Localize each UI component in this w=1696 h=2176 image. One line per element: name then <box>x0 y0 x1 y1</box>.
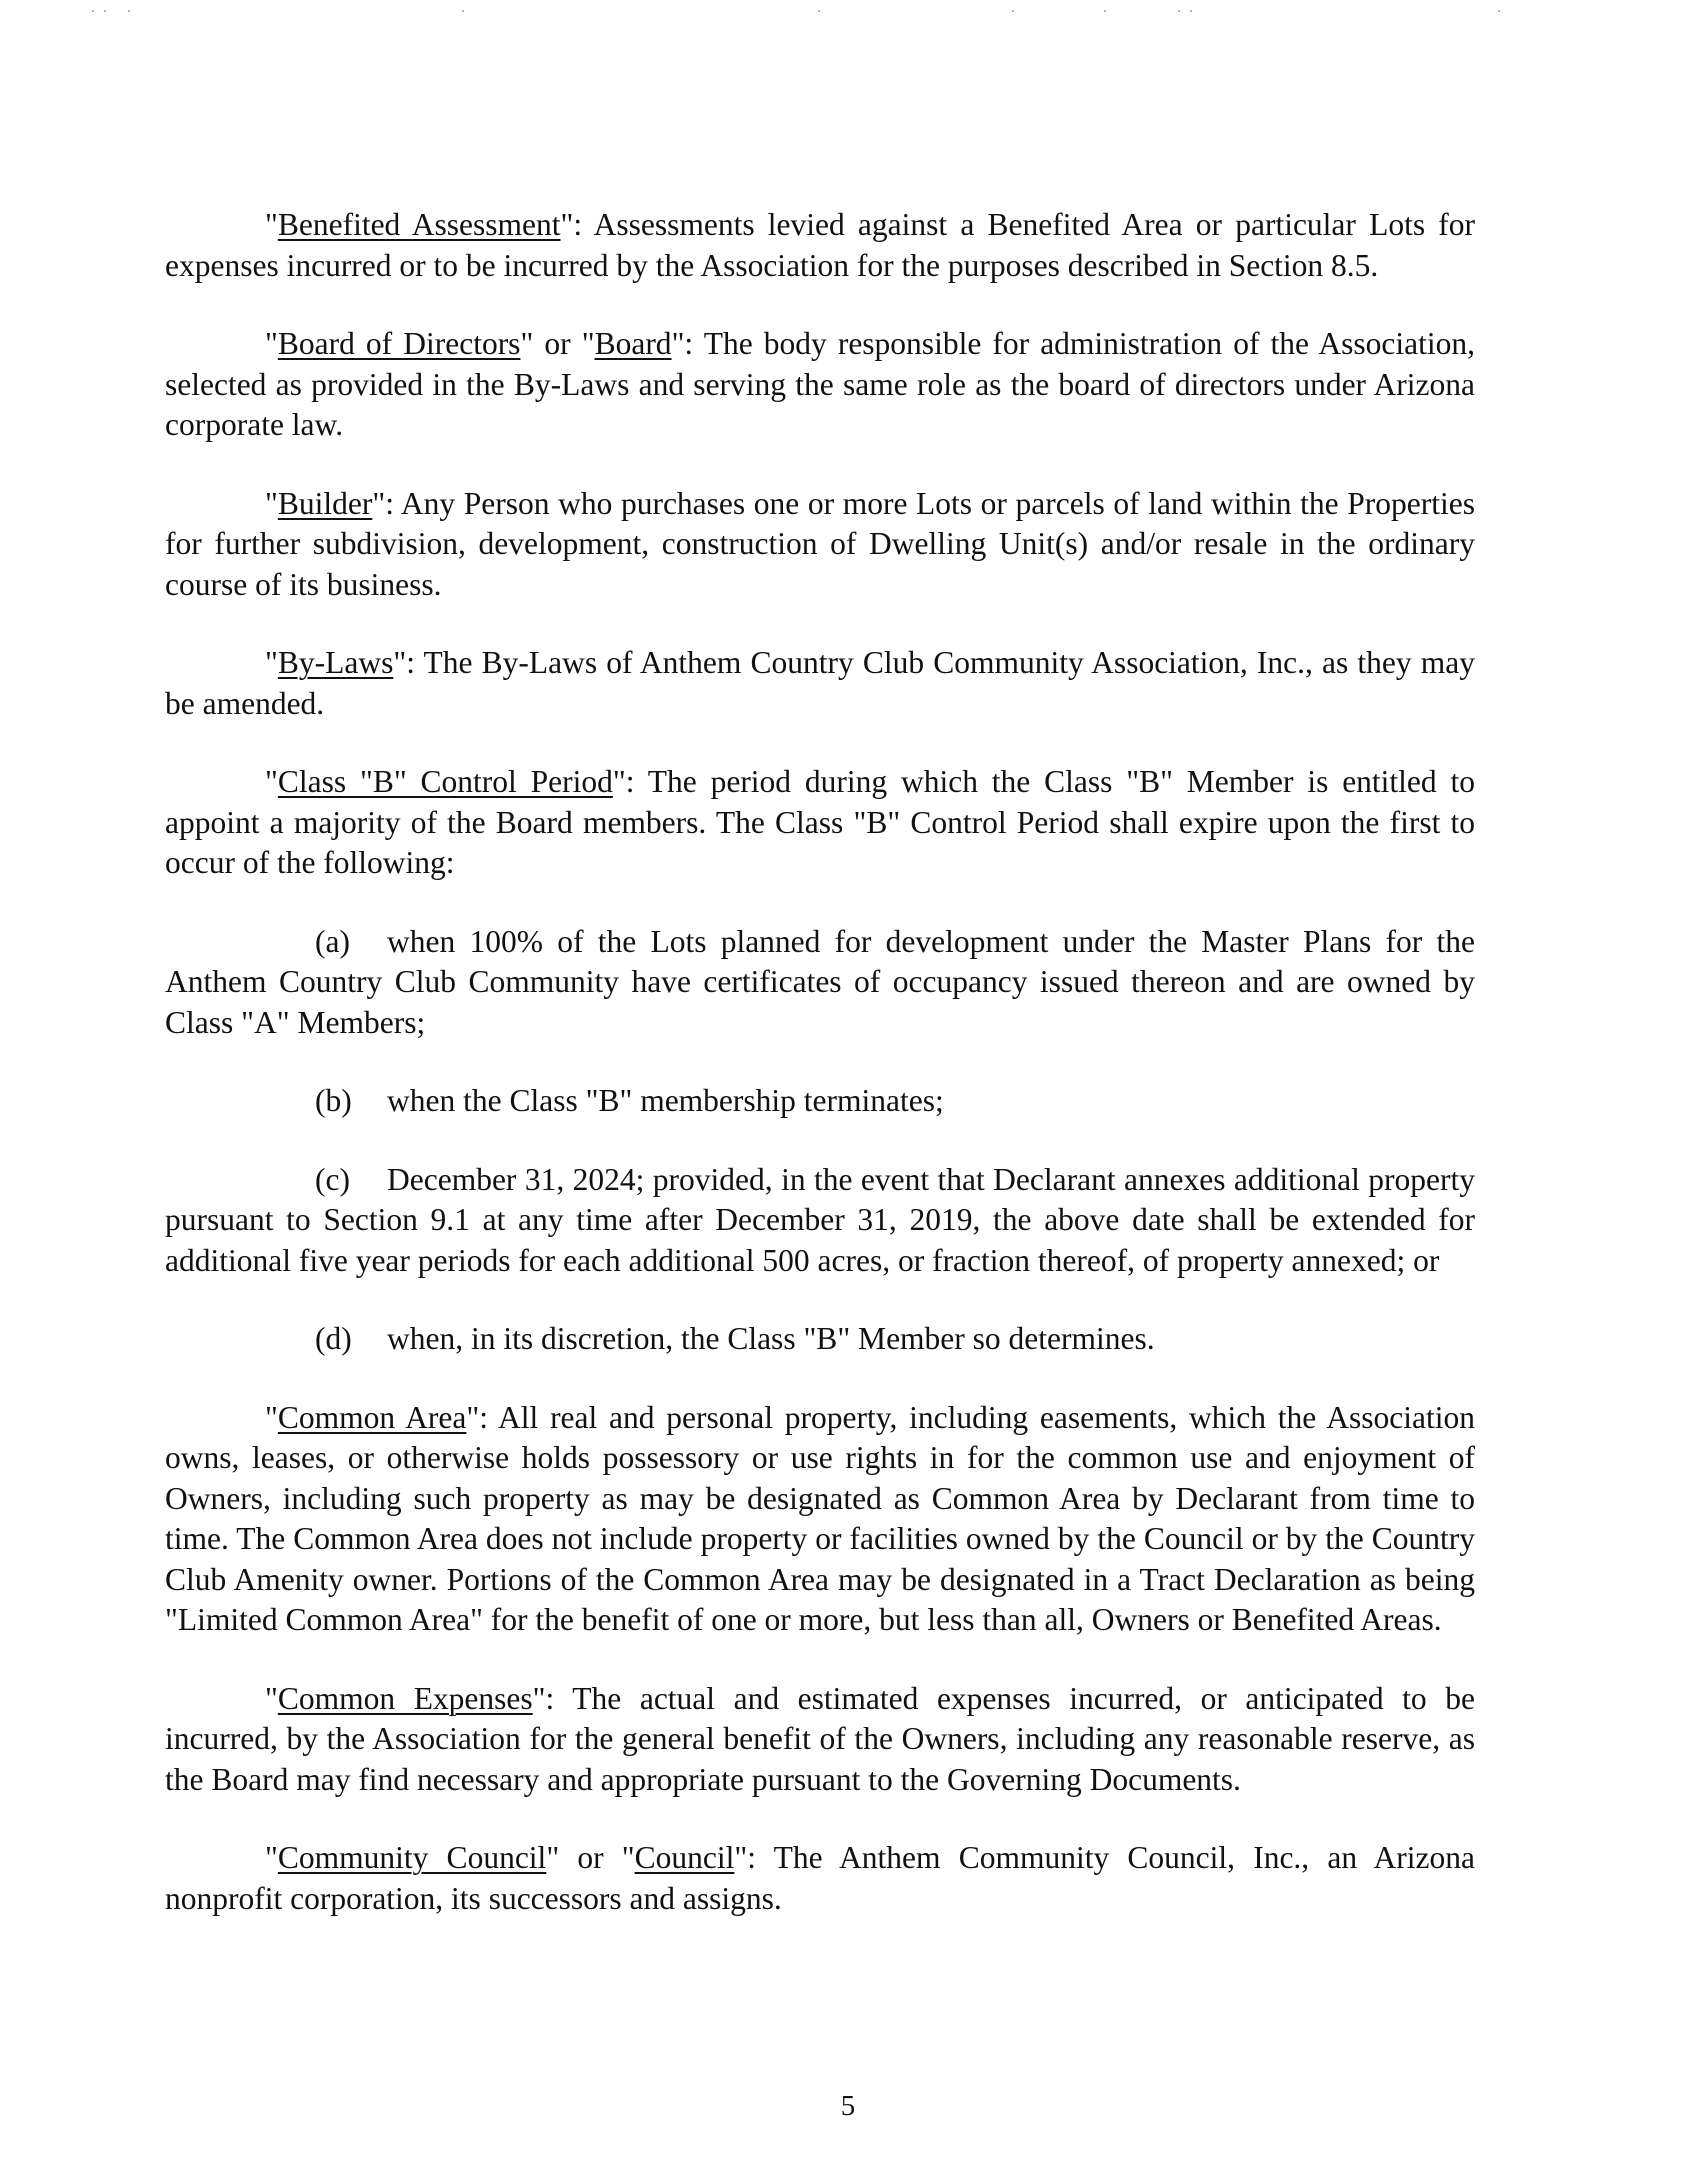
definition-class-b-control-period <box>165 762 1475 884</box>
item-text: when 100% of the Lots planned for development under the Master Plans for the Anthem Country Club Community have certificates of occupancy issued thereon and are owned by Class "A" Members; <box>165 923 1475 1040</box>
defined-term: Community Council <box>277 1840 547 1875</box>
quote-close: ": <box>671 326 694 361</box>
page-number: 5 <box>840 2090 856 2122</box>
defined-term: Builder <box>277 485 373 521</box>
quote-close: ": <box>734 1840 757 1875</box>
quote-open: " <box>265 1680 278 1716</box>
quote-close: ": <box>393 645 415 680</box>
definition-by-laws <box>165 643 1475 724</box>
quote-close: ": <box>532 1680 555 1716</box>
item-marker: (a) <box>315 923 350 959</box>
definitions-body <box>165 205 1475 1957</box>
definition-common-expenses <box>165 1679 1475 1801</box>
defined-term-alias: Board <box>594 326 672 361</box>
quote-close: ": <box>466 1399 488 1435</box>
quote-close: ": <box>612 764 635 799</box>
quote-open: " <box>265 1399 278 1435</box>
quote-or: " or " <box>520 326 595 361</box>
quote-open: " <box>265 764 278 799</box>
defined-term: Common Expenses <box>277 1680 533 1716</box>
defined-term: Benefited Assessment <box>277 207 561 242</box>
definition-text: The Anthem Community Council, Inc., an Arizona nonprofit corporation, its successors and assigns. <box>165 1840 1475 1916</box>
definition-community-council <box>165 1838 1475 1919</box>
definition-text: Any Person who purchases one or more Lots or parcels of land within the Properties for further subdivision, development, construction of Dwelling Unit(s) and/or resale in the ordinary course of its business. <box>165 485 1475 602</box>
control-period-item-b <box>165 1081 1475 1122</box>
defined-term: Common Area <box>277 1399 467 1435</box>
scan-artifact-specks <box>0 10 1696 16</box>
definition-common-area <box>165 1398 1475 1641</box>
definition-text: The body responsible for administration of the Association, selected as provided in the By-Laws and serving the same role as the board of directors under Arizona corporate law. <box>165 326 1475 442</box>
item-text: when the Class "B" membership terminates; <box>387 1083 944 1118</box>
item-marker: (d) <box>315 1321 352 1356</box>
item-marker: (b) <box>315 1083 352 1118</box>
item-marker: (c) <box>315 1161 350 1197</box>
quote-close: ": <box>560 207 583 242</box>
control-period-item-c <box>165 1160 1475 1282</box>
definition-text: All real and personal property, including easements, which the Association owns, leases, or otherwise holds possessory or use rights in for the common use and enjoyment of Owners, including such property as may be designated as Common Area by Declarant from time to time. The Common Area does not include property or facilities owned by the Council or by the Country Club Amenity owner. Portions of the Common Area may be designated in a Tract Declaration as being "Limited Common Area" for the benefit of one or more, but less than all, Owners or Benefited Areas. <box>165 1399 1476 1637</box>
control-period-item-a <box>165 922 1475 1044</box>
definition-text: The By-Laws of Anthem Country Club Community Association, Inc., as they may be amended. <box>165 645 1475 721</box>
definition-text: The actual and estimated expenses incurred, or anticipated to be incurred, by the Association for the general benefit of the Owners, including any reasonable reserve, as the Board may find necessary and appropriate pursuant to the Governing Documents. <box>165 1680 1475 1797</box>
item-text: December 31, 2024; provided, in the event that Declarant annexes additional property pursuant to Section 9.1 at any time after December 31, 2019, the above date shall be extended for additional five year periods for each additional 500 acres, or fraction thereof, of property annexed; or <box>165 1161 1475 1278</box>
defined-term: Class "B" Control Period <box>277 764 613 799</box>
defined-term-alias: Council <box>634 1840 735 1875</box>
definition-benefited-assessment <box>165 205 1475 286</box>
control-period-item-d <box>165 1319 1475 1360</box>
quote-open: " <box>265 485 278 521</box>
item-text: when, in its discretion, the Class "B" Member so determines. <box>387 1321 1155 1356</box>
quote-open: " <box>265 645 278 680</box>
quote-open: " <box>265 1840 278 1875</box>
definition-builder <box>165 484 1475 606</box>
defined-term: By-Laws <box>277 645 394 680</box>
quote-or: " or " <box>546 1840 635 1875</box>
quote-close: ": <box>372 485 394 521</box>
defined-term: Board of Directors <box>277 326 521 361</box>
quote-open: " <box>265 207 278 242</box>
definition-text: The period during which the Class "B" Member is entitled to appoint a majority of the Board members. The Class "B" Control Period shall expire upon the first to occur of the following: <box>165 764 1476 880</box>
definition-board-of-directors <box>165 324 1475 446</box>
definition-text: Assessments levied against a Benefited Area or particular Lots for expenses incurred or to be incurred by the Association for the purposes described in Section 8.5. <box>165 207 1476 283</box>
quote-open: " <box>265 326 278 361</box>
